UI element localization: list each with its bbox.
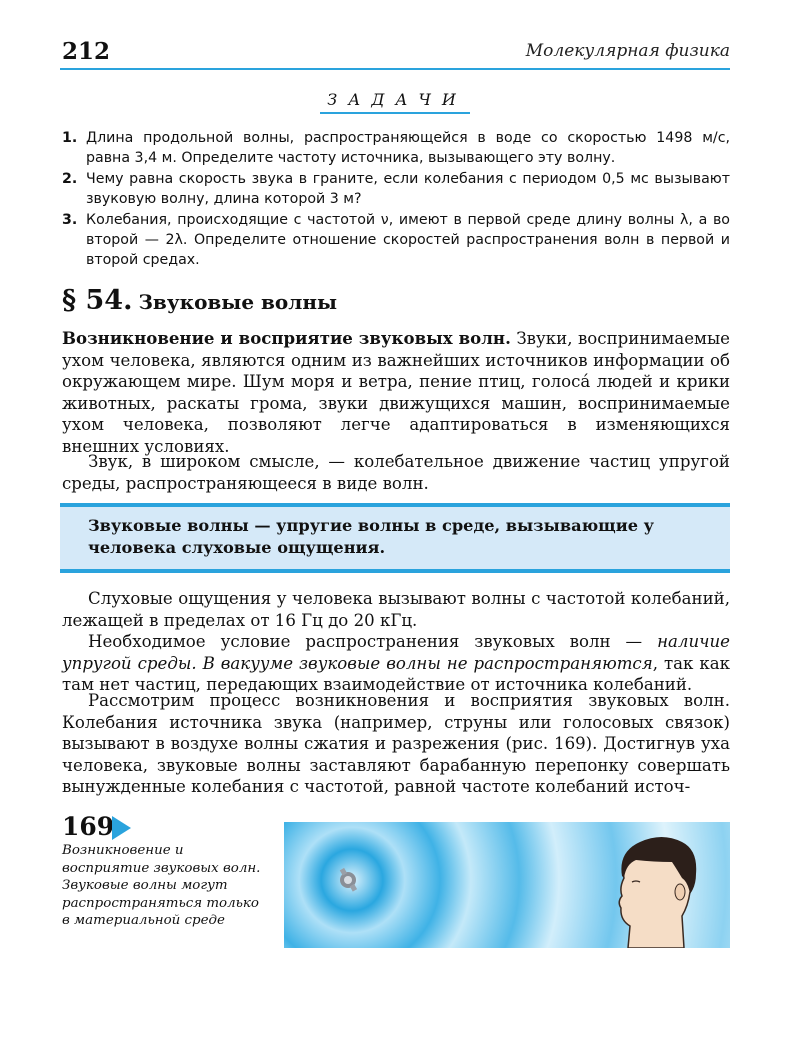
problems-title: ЗАДАЧИ [327,90,467,109]
paragraph: Рассмотрим процесс возникновения и восприятия звуковых волн. Колебания источника звука (например, струны или голосовых связок) вызывают в воздухе волны сжатия и разрежения (рис. 169). Достигнув уха человека, звуковые волны заставляют барабанную перепонку совершать вынужденные колебания с частотой, равной частоте колебаний источ- [62,691,730,797]
paragraph-emphasis: наличие упругой среды. В вакууме звуковые волны не распространяются [62,632,730,673]
running-head: Молекулярная физика [525,41,730,61]
problem-number: 2. [62,171,78,187]
problem-item [62,210,730,270]
page-number: 212 [62,38,111,65]
paragraph: Слуховые ощущения у человека вызывают волны с частотой колебаний, лежащей в пределах от 16 Гц до 20 кГц. [62,589,730,630]
header-rule [60,68,730,70]
problem-text: Длина продольной волны, распространяющейся в воде со скоростью 1498 м/с, равна 3,4 м. Определите частоту источника, вызывающего эту волну. [86,130,730,166]
problem-item [62,169,730,209]
problem-text: Чему равна скорость звука в граните, если колебания с периодом 0,5 мс вызывают звуковую волну, длина которой 3 м? [86,171,730,207]
figure-arrow-icon [112,816,131,840]
paragraph-text: Необходимое условие распространения звуковых волн — [88,632,658,651]
figure-number: 169 [62,812,115,841]
figure-caption: Возникновение и восприятие звуковых волн. Звуковые волны могут распространяться только в материальной среде [62,843,261,929]
paragraph: Звук, в широком смысле, — колебательное движение частиц упругой среды, распространяющееся в виде волн. [62,452,730,493]
problems-title-underline [320,112,470,114]
paragraph [62,631,730,696]
problem-number: 3. [62,212,78,228]
section-title: Звуковые волны [138,290,338,314]
paragraph [62,328,730,458]
paragraph-text: Звуки, воспринимаемые ухом человека, являются одним из важнейших источников информации об окружающем мире. Шум моря и ветра, пение птиц, голоса́ людей и крики животных, раскаты грома, звуки движущихся машин, воспринимаемые ухом человека, позволяют легче адаптироваться в изменяющихся внешних условиях. [62,329,730,456]
problem-text: Колебания, происходящие с частотой ν, имеют в первой среде длину волны λ, а во второй — 2λ. Определите отношение скоростей распространения волн в первой и второй средах. [86,212,730,268]
section-heading [62,285,337,316]
problem-number: 1. [62,130,78,146]
problem-item [62,128,730,168]
figure-illustration [284,822,730,948]
paragraph-text: , так как там нет частиц, передающих взаимодействие от источника колебаний. [62,653,730,695]
section-number: § 54. [62,285,133,316]
paragraph-lead: Возникновение и восприятие звуковых волн. [62,328,511,348]
definition-text: Звуковые волны — упругие волны в среде, вызывающие у человека слуховые ощущения. [88,516,654,557]
